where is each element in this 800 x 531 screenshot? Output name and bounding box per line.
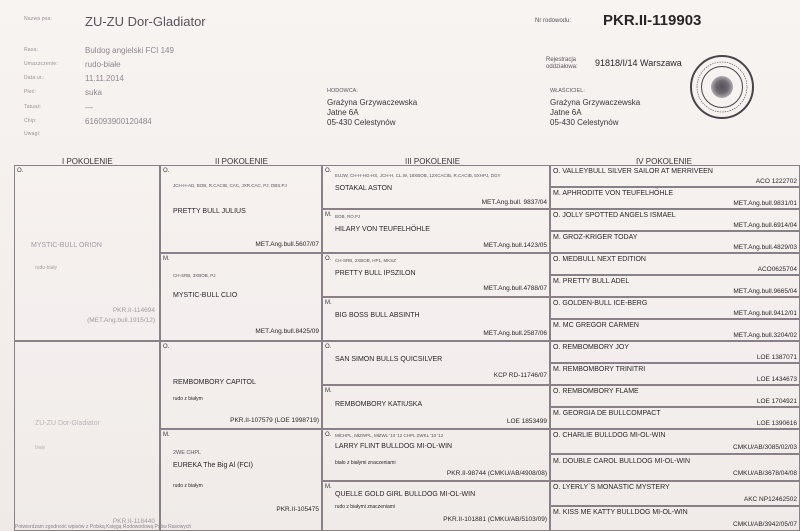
official-stamp-icon	[690, 55, 754, 119]
cell-tag: O.	[553, 484, 561, 491]
cell-tag: M.	[325, 484, 332, 490]
dog-chip: 616093900120484	[85, 117, 152, 126]
ancestor-registration: MET.Ang.bull.1423/05	[483, 242, 547, 249]
owner-city: 05-430 Celestynów	[550, 118, 619, 127]
ancestor-name: SAN SIMON BULLS QUICSILVER	[335, 356, 443, 363]
cell-tag: M.	[553, 410, 561, 417]
pedigree-cell-g3-1	[322, 165, 550, 209]
field-label-color: Umaszczenie:	[24, 61, 58, 67]
dog-breed: Buldog angielski FCI 149	[85, 46, 174, 55]
cell-tag: O.	[553, 256, 561, 263]
cell-tag: M.	[553, 322, 561, 329]
pedigree-cell-g3-5	[322, 341, 550, 385]
ancestor-name: REMBOMBORY KATIUSKA	[335, 401, 423, 408]
cell-tag: O.	[17, 168, 24, 174]
ancestor-name: LYERLY`S MONASTIC MYSTERY	[562, 484, 670, 491]
ancestor-registration: PKR.II-118440	[112, 518, 155, 525]
owner-name: Grażyna Grzywaczewska	[550, 98, 641, 107]
registration-value: 91818/I/14 Warszawa	[595, 58, 682, 68]
registration-label: Rejestracja oddziałowa:	[546, 57, 578, 70]
cell-tag: M.	[163, 256, 170, 262]
ancestor-registration: MET.Ang.bull.9831/01	[733, 200, 797, 207]
ancestor-name: QUELLE GOLD GIRL BULLDOG MI-OL-WIN	[335, 491, 476, 498]
ancestor-name: GROZ-KRIGER TODAY	[562, 234, 638, 241]
breeder-label: HODOWCA:	[327, 88, 358, 94]
ancestor-name: LARRY FLINT BULLDOG MI-OL-WIN	[335, 443, 453, 450]
pedigree-cell-g2-3	[160, 341, 322, 429]
ancestor-name: EUREKA The Big Al (FCI)	[173, 462, 254, 469]
cell-tag: O.	[325, 168, 332, 174]
ancestor-registration: MET.Ang.bull.9665/04	[733, 288, 797, 295]
cell-tag: M.	[553, 458, 561, 465]
pedigree-cell-g2-2	[160, 253, 322, 341]
dog-name: ZU-ZU Dor-Gladiator	[85, 14, 206, 29]
ancestor-registration: MET.Ang.bull.2587/06	[483, 330, 547, 337]
ancestor-titles: EUJW, CH-H-HG-HS, JCH-H, CL.W, 18XBOB, 12XCACIB, R.CACIB, 5XHPJ, DGY	[335, 173, 501, 178]
cell-tag: O.	[163, 344, 170, 350]
field-label-breed: Rasa:	[24, 47, 39, 53]
cell-tag: O.	[553, 388, 561, 395]
ancestor-titles: 2WE CHPL	[173, 450, 202, 456]
cell-tag: M.	[325, 300, 332, 306]
ancestor-registration: PKR.II-101881 (CMKU/AB/5103/09)	[443, 516, 547, 523]
ancestor-name: GOLDEN-BULL ICE-BERG	[562, 300, 648, 307]
pedigree-cell-g3-7	[322, 429, 550, 481]
pedigree-cell-g3-2	[322, 209, 550, 253]
cell-tag: O.	[553, 344, 561, 351]
ancestor-name: PRETTY BULL IPSZILON	[335, 270, 416, 277]
ancestor-color: biało z białymi znaczeniami	[335, 460, 396, 466]
ancestor-name: MYSTIC-BULL ORION	[31, 242, 102, 249]
cell-tag: O.	[325, 344, 332, 350]
ancestor-registration-alt: (MET.Ang.bull.1915/12)	[87, 317, 155, 324]
ancestor-registration: PKR.II-98744 (CMKU/AB/4908/08)	[446, 470, 547, 477]
ancestor-name: MYSTIC-BULL CLIO	[173, 292, 238, 299]
cell-tag: O.	[553, 212, 561, 219]
pedigree-cell-dam	[14, 341, 160, 531]
pedigree-cell-g4-14	[550, 454, 800, 481]
ancestor-name: PRETTY BULL ADEL	[562, 278, 630, 285]
ancestor-registration: PKR.II-105475	[276, 506, 319, 513]
regno-label: Nr rodowodu:	[535, 18, 572, 24]
ancestor-titles: MłCHPL, MłZWPL, MłZWL '10 '12 CHPL ZWKL '10 '12	[335, 433, 444, 438]
pedigree-cell-g4-9	[550, 341, 800, 363]
ancestor-color: rudo z białym	[173, 396, 203, 402]
field-label-sex: Płeć:	[24, 89, 37, 95]
cell-tag: M.	[163, 432, 170, 438]
pedigree-cell-g4-1	[550, 165, 800, 187]
owner-address: Jatne 6A	[550, 108, 582, 117]
ancestor-registration: LOE 1704921	[756, 398, 797, 405]
field-label-chip: Chip:	[24, 118, 37, 124]
cell-tag: M.	[325, 212, 332, 218]
ancestor-titles: CH-SRB, 3XBOB, PJ	[173, 273, 216, 278]
ancestor-name: MEDBULL NEXT EDITION	[562, 256, 646, 263]
pedigree-cell-g4-3	[550, 209, 800, 231]
ancestor-registration: PKR.II-107579 (LOE 1998719)	[230, 417, 319, 424]
ancestor-name: KISS ME KATTY BULLDOG MI-OL-WIN	[562, 509, 688, 516]
pedigree-cell-g2-1	[160, 165, 322, 253]
ancestor-name: REMBOMBORY CAPITOL	[173, 379, 256, 386]
ancestor-registration: KCP RD-11746/07	[493, 372, 547, 379]
pedigree-table	[0, 165, 800, 531]
pedigree-cell-g4-10	[550, 363, 800, 385]
ancestor-name: BIG BOSS BULL ABSINTH	[335, 312, 420, 319]
generation-heading-1: I POKOLENIE	[62, 157, 113, 166]
ancestor-name: REMBOMBORY TRINITRI	[562, 366, 646, 373]
pedigree-cell-g3-3	[322, 253, 550, 297]
ancestor-registration: MET.Ang.bull.8425/09	[255, 328, 319, 335]
ancestor-registration: MET.Ang.bull.6914/04	[733, 222, 797, 229]
cell-tag: M.	[553, 366, 561, 373]
ancestor-name: JOLLY SPOTTED ANGELS ISMAEL	[562, 212, 676, 219]
footer-note: Potwierdzam zgodność wpisów z Polską Księgą Rodowodową Psów Rasowych	[15, 524, 192, 530]
breeder-name: Grażyna Grzywaczewska	[327, 98, 418, 107]
generation-heading-3: III POKOLENIE	[405, 157, 461, 166]
ancestor-titles: CH-SRB, 2XBOB, HP1, MKSZ	[335, 258, 397, 263]
ancestor-registration: MET.Ang.bull. 9837/04	[481, 199, 547, 206]
ancestor-registration: CMKU/AB/3678/04/08	[733, 470, 797, 477]
ancestor-registration: PKR.II-114694	[112, 307, 155, 314]
field-label-dob: Data ur.:	[24, 75, 45, 81]
generation-heading-4: IV POKOLENIE	[636, 157, 693, 166]
cell-tag: O.	[553, 168, 561, 175]
ancestor-name: APHRODITE VON TEUFELHÖHLE	[562, 190, 674, 197]
ancestor-name: ZU-ZU Dor-Gladiator	[35, 420, 100, 427]
ancestor-registration: CMKU/AB/3942/05/07	[733, 521, 797, 528]
ancestor-registration: LOE 1434673	[756, 376, 797, 383]
pedigree-cell-g3-4	[322, 297, 550, 341]
pedigree-cell-g3-6	[322, 385, 550, 429]
pedigree-cell-g4-13	[550, 429, 800, 454]
cell-tag: O.	[325, 432, 332, 438]
ancestor-registration: LOE 1387071	[756, 354, 797, 361]
pedigree-cell-g4-2	[550, 187, 800, 209]
ancestor-titles: JCH-H-AD, BOB, R.CACIB, CAC, JXR.CAC, PJ, DBS.PJ	[173, 183, 287, 188]
registration-number: PKR.II-119903	[603, 12, 702, 29]
ancestor-registration: LOE 1853499	[506, 418, 547, 425]
ancestor-name: HILARY VON TEUFELHÖHLE	[335, 226, 430, 233]
cell-tag: M.	[553, 278, 561, 285]
pedigree-cell-g2-4	[160, 429, 322, 531]
field-label-other: Uwagi:	[24, 131, 41, 137]
ancestor-color: rudo z białymi znaczeniami	[335, 504, 396, 510]
cell-tag: M.	[553, 234, 561, 241]
ancestor-titles: BOB, RO.PJ	[335, 214, 361, 219]
field-label-tattoo: Tatuaż:	[24, 104, 42, 110]
cell-tag: M.	[553, 509, 561, 516]
cell-tag: O.	[553, 432, 561, 439]
ancestor-color: rudo z białym	[173, 483, 203, 489]
dog-sex: suka	[85, 88, 102, 97]
ancestor-registration: AKC NP12462502	[743, 496, 797, 503]
ancestor-registration: ACO 1222702	[755, 178, 797, 185]
ancestor-name: VALLEYBULL SILVER SAILOR AT MERRIVEEN	[562, 168, 713, 175]
ancestor-registration: ACO0625704	[757, 266, 797, 273]
generation-heading-2: II POKOLENIE	[215, 157, 268, 166]
ancestor-color: rudo-biały	[35, 265, 57, 271]
pedigree-cell-g4-11	[550, 385, 800, 407]
ancestor-registration: CMKU/AB/3085/02/03	[733, 444, 797, 451]
ancestor-name: SOTAKAL ASTON	[335, 185, 393, 192]
field-label-name: Nazwa psa:	[24, 16, 53, 22]
ancestor-registration: MET.Ang.bull.3204/02	[733, 332, 797, 339]
pedigree-cell-g4-6	[550, 275, 800, 297]
cell-tag: M.	[325, 388, 332, 394]
cell-tag: O.	[325, 256, 332, 262]
pedigree-cell-g4-7	[550, 297, 800, 319]
owner-label: WŁAŚCICIEL:	[550, 88, 585, 94]
ancestor-color: biały	[35, 445, 46, 451]
dog-tattoo: —	[85, 103, 93, 112]
dog-dob: 11.11.2014	[85, 74, 124, 83]
ancestor-name: MC GREGOR CARMEN	[562, 322, 639, 329]
breeder-city: 05-430 Celestynów	[327, 118, 396, 127]
cell-tag: M.	[553, 190, 561, 197]
ancestor-name: CHARLIE BULLDOG MI-OL-WIN	[562, 432, 666, 439]
breeder-address: Jatne 6A	[327, 108, 359, 117]
ancestor-registration: MET.Ang.bull.4829/03	[733, 244, 797, 251]
ancestor-name: REMBOMBORY JOY	[562, 344, 629, 351]
ancestor-name: REMBOMBORY FLAME	[562, 388, 639, 395]
cell-tag: O.	[553, 300, 561, 307]
ancestor-registration: MET.Ang.bull.5607/07	[255, 241, 319, 248]
ancestor-registration: MET.Ang.bull.4788/07	[483, 285, 547, 292]
ancestor-name: PRETTY BULL JULIUS	[173, 208, 246, 215]
pedigree-cell-sire	[14, 165, 160, 341]
ancestor-registration: MET.Ang.bull.9412/01	[733, 310, 797, 317]
pedigree-cell-g4-8	[550, 319, 800, 341]
pedigree-cell-g4-12	[550, 407, 800, 429]
pedigree-cell-g4-4	[550, 231, 800, 253]
pedigree-cell-g4-5	[550, 253, 800, 275]
cell-tag: O.	[163, 168, 170, 174]
dog-color: rudo-białe	[85, 60, 121, 69]
ancestor-name: DOUBLE CAROL BULLDOG MI-OL-WIN	[562, 458, 691, 465]
pedigree-cell-g4-15	[550, 481, 800, 506]
pedigree-cell-g3-8	[322, 481, 550, 531]
pedigree-cell-g4-16	[550, 506, 800, 531]
ancestor-registration: LOE 1390616	[756, 420, 797, 427]
ancestor-name: GEORGIA DE BULLCOMPACT	[562, 410, 661, 417]
